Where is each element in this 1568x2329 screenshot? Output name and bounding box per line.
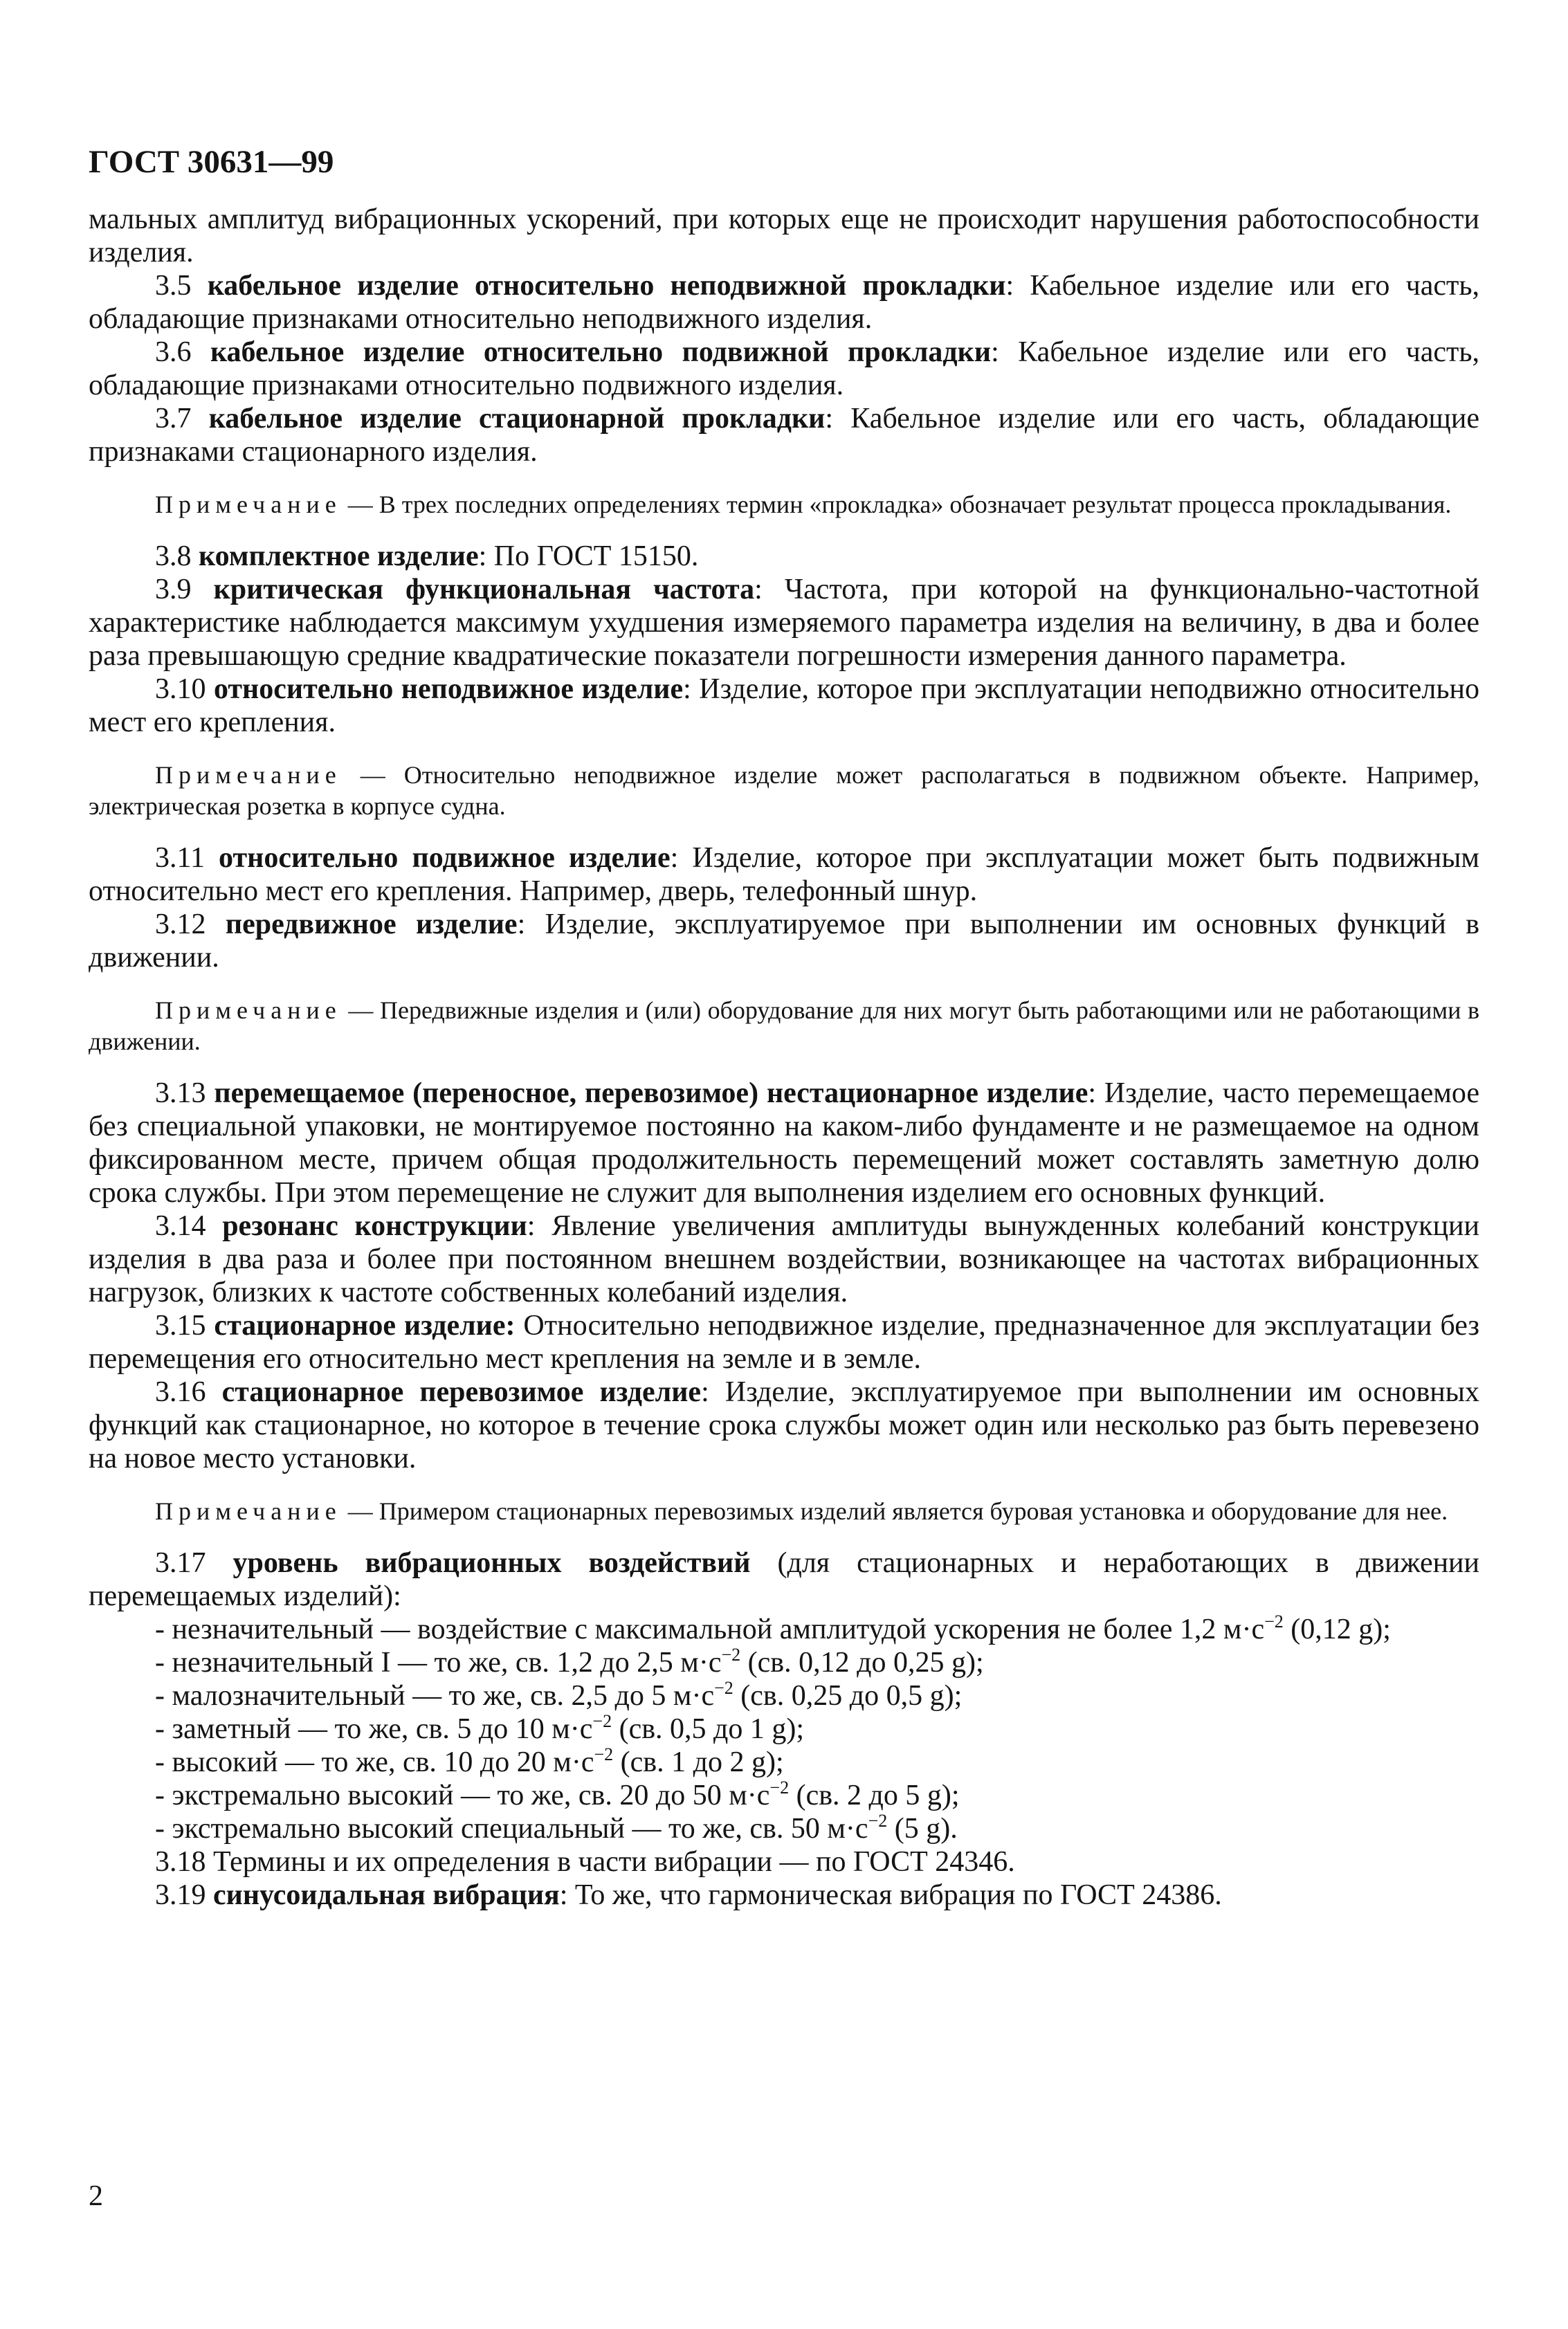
definition-3-13: 3.13 перемещаемое (переносное, перевозимое) нестационарное изделие: Изделие, часто перемещаемое без специальной упаковки, не монтируемое постоянно на каком-либо фундаменте и не размещаемое на одном фиксированном месте, причем общая продолжительность перемещений может составлять заметную долю срока службы. При этом перемещение не служит для выполнения изделием его основных функций. <box>89 1077 1479 1209</box>
document-page <box>89 142 1479 1912</box>
definition-3-9: 3.9 критическая функциональная частота: Частота, при которой на функционально-частотной характеристике наблюдается максимум ухудшения измеряемого параметра изделия на величину, в два и более раза превышающую средние квадратические показатели погрешности измерения данного параметра. <box>89 574 1479 672</box>
vibration-level-item: - малозначительный — то же, св. 2,5 до 5 $м\cdot с^{-2}$ (св. 0,25 до 0,5 g); <box>155 1678 963 1712</box>
continuation-paragraph: мальных амплитуд вибрационных ускорений, при которых еще не происходит нарушения работоспособности изделия. <box>89 203 1479 268</box>
term: перемещаемое (переносное, перевозимое) нестационарное изделие <box>214 1077 1088 1109</box>
definition-3-7: 3.7 кабельное изделие стационарной прокладки: Кабельное изделие или его часть, обладающие признаками стационарного изделия. <box>89 403 1480 468</box>
document-header: ГОСТ 30631—99 <box>89 144 334 180</box>
note-label: Примечание <box>155 761 342 789</box>
term: кабельное изделие относительно неподвижной прокладки <box>207 270 1006 302</box>
vibration-level-item: - незначительный — воздействие с максимальной амплитудой ускорения не более 1,2 $м\cdot с^{-2}$ (0,12 g); <box>155 1611 1391 1645</box>
definition-3-18: 3.18 Термины и их определения в части вибрации — по ГОСТ 24346. <box>155 1846 1015 1878</box>
definition-3-10: 3.10 относительно неподвижное изделие: Изделие, которое при эксплуатации неподвижно относительно мест его крепления. <box>89 673 1479 738</box>
definition-3-6: 3.6 кабельное изделие относительно подвижной прокладки: Кабельное изделие или его часть, обладающие признаками относительно подвижного изделия. <box>89 336 1479 401</box>
definition-3-12: 3.12 передвижное изделие: Изделие, эксплуатируемое при выполнении им основных функций в движении. <box>89 908 1479 974</box>
note-4: Примечание — Примером стационарных перевозимых изделий является буровая установка и оборудование для нее. <box>155 1497 1448 1525</box>
vibration-level-item: - высокий — то же, св. 10 до 20 $м\cdot с^{-2}$ (св. 1 до 2 g); <box>155 1744 784 1778</box>
vibration-level-item: - незначительный I — то же, св. 1,2 до 2,5 $м\cdot с^{-2}$ (св. 0,12 до 0,25 g); <box>155 1645 984 1679</box>
note-3: Примечание — Передвижные изделия и (или) оборудование для них могут быть работающими или не работающими в движении. <box>89 996 1480 1055</box>
term: критическая функциональная частота <box>213 574 755 605</box>
term: стационарное перевозимое изделие <box>221 1376 702 1408</box>
definition-3-11: 3.11 относительно подвижное изделие: Изделие, которое при эксплуатации может быть подвижным относительно мест его крепления. Например, дверь, телефонный шнур. <box>89 842 1479 907</box>
vibration-level-item: - заметный — то же, св. 5 до 10 $м\cdot с^{-2}$ (св. 0,5 до 1 g); <box>155 1711 805 1745</box>
term: относительно подвижное изделие <box>219 842 671 874</box>
page-number: 2 <box>89 2180 103 2212</box>
definition-3-17: 3.17 уровень вибрационных воздействий (для стационарных и неработающих в движении перемещаемых изделий): <box>89 1547 1480 1612</box>
definition-3-5: 3.5 кабельное изделие относительно неподвижной прокладки: Кабельное изделие или его часть, обладающие признаками относительно неподвижного изделия. <box>89 270 1479 335</box>
vibration-level-item: - экстремально высокий — то же, св. 20 до 50 $м\cdot с^{-2}$ (св. 2 до 5 g); <box>155 1778 960 1811</box>
note-label: Примечание <box>155 996 342 1024</box>
note-label: Примечание <box>155 1497 342 1525</box>
definition-3-19: 3.19 синусоидальная вибрация: То же, что гармоническая вибрация по ГОСТ 24386. <box>155 1879 1222 1911</box>
term: кабельное изделие стационарной прокладки <box>208 403 826 435</box>
definition-3-8: 3.8 комплектное изделие: По ГОСТ 15150. <box>155 540 699 572</box>
term: синусоидальная вибрация <box>213 1879 560 1911</box>
definition-3-15: 3.15 стационарное изделие: Относительно неподвижное изделие, предназначенное для эксплуатации без перемещения его относительно мест крепления на земле и в земле. <box>89 1310 1479 1375</box>
note-1: Примечание — В трех последних определениях термин «прокладка» обозначает результат процесса прокладывания. <box>155 491 1452 518</box>
term: комплектное изделие <box>199 540 479 572</box>
term: относительно неподвижное изделие <box>213 673 684 705</box>
note-label: Примечание <box>155 491 342 518</box>
term: передвижное изделие <box>225 908 518 940</box>
term: уровень вибрационных воздействий <box>233 1547 751 1579</box>
term: резонанс конструкции <box>222 1210 527 1242</box>
definition-3-16: 3.16 стационарное перевозимое изделие: Изделие, эксплуатируемое при выполнении им основных функций как стационарное, но которое в течение срока службы может один или несколько раз быть перевезено на новое место установки. <box>89 1376 1479 1474</box>
definition-3-14: 3.14 резонанс конструкции: Явление увеличения амплитуды вынужденных колебаний конструкции изделия в два раза и более при постоянном внешнем воздействии, возникающее на частотах вибрационных нагрузок, близких к частоте собственных колебаний изделия. <box>89 1210 1480 1308</box>
term: стационарное изделие: <box>214 1310 516 1342</box>
term: кабельное изделие относительно подвижной прокладки <box>210 336 992 368</box>
vibration-level-item: - экстремально высокий специальный — то же, св. 50 $м\cdot с^{-2}$ (5 g). <box>155 1811 958 1845</box>
note-2: Примечание — Относительно неподвижное изделие может располагаться в подвижном объекте. Например, электрическая розетка в корпусе судна. <box>89 761 1479 820</box>
